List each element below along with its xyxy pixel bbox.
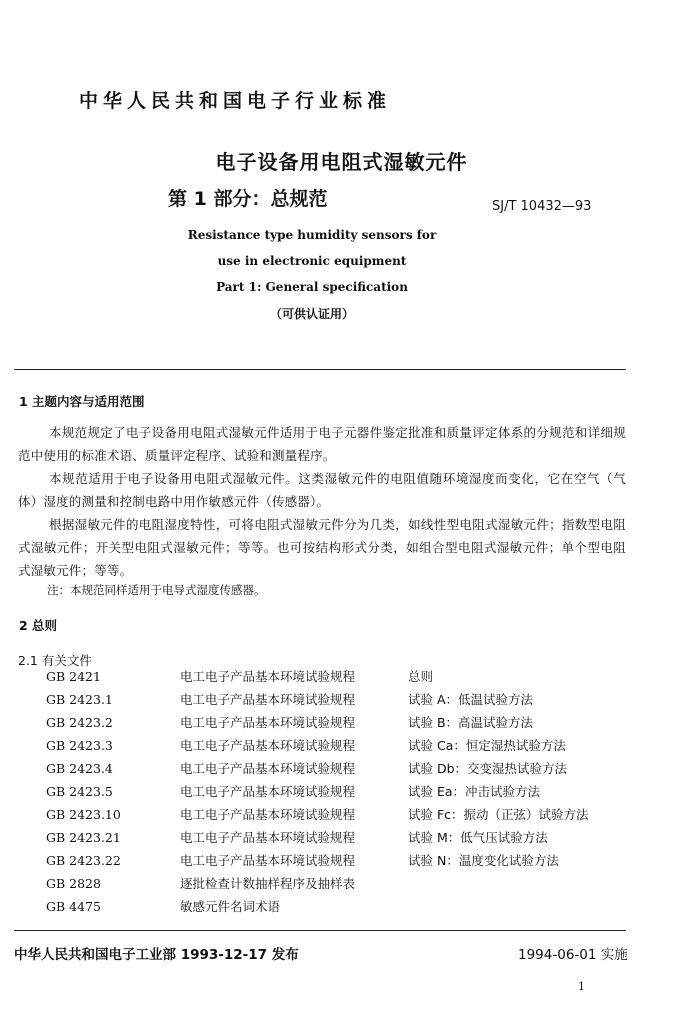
footer-divider bbox=[14, 930, 626, 931]
list-item bbox=[46, 780, 638, 803]
reference-code: GB 2423.1 bbox=[46, 692, 113, 707]
reference-title: 电工电子产品基本环境试验规程 bbox=[180, 807, 356, 822]
section-1-note: 注：本规范同样适用于电导式湿度传感器。 bbox=[47, 583, 266, 597]
section-2-1-heading: 2.1 有关文件 bbox=[18, 653, 92, 668]
list-item bbox=[46, 757, 638, 780]
reference-code: GB 2423.3 bbox=[46, 738, 113, 753]
page-number: 1 bbox=[578, 980, 585, 993]
reference-part: 试验 Db：交变湿热试验方法 bbox=[408, 761, 568, 776]
list-item bbox=[46, 711, 638, 734]
reference-title: 电工电子产品基本环境试验规程 bbox=[180, 738, 356, 753]
reference-documents-list bbox=[46, 665, 638, 918]
reference-title: 电工电子产品基本环境试验规程 bbox=[180, 692, 356, 707]
list-item bbox=[46, 849, 638, 872]
reference-part bbox=[408, 872, 638, 895]
reference-part: 总则 bbox=[408, 669, 434, 684]
issuer-and-release-date: 中华人民共和国电子工业部 1993-12-17 发布 bbox=[14, 947, 299, 963]
reference-part: 试验 Ea：冲击试验方法 bbox=[408, 784, 541, 799]
reference-code: GB 2423.5 bbox=[46, 784, 113, 799]
reference-title: 电工电子产品基本环境试验规程 bbox=[180, 784, 356, 799]
title-en-line-3: Part 1: General specification bbox=[216, 280, 408, 294]
reference-title: 敏感元件名词术语 bbox=[180, 899, 281, 914]
list-item bbox=[46, 803, 638, 826]
reference-code: GB 4475 bbox=[46, 899, 101, 914]
list-item bbox=[46, 872, 638, 895]
reference-code: GB 2423.10 bbox=[46, 807, 121, 822]
reference-code: GB 2423.2 bbox=[46, 715, 113, 730]
reference-title: 电工电子产品基本环境试验规程 bbox=[180, 669, 356, 684]
effective-date: 1994-06-01 实施 bbox=[518, 947, 628, 963]
list-item bbox=[46, 826, 638, 849]
standard-category-header: 中华人民共和国电子行业标准 bbox=[79, 90, 392, 112]
title-en-line-4: （可供认证用） bbox=[269, 307, 354, 321]
reference-title: 电工电子产品基本环境试验规程 bbox=[180, 761, 356, 776]
list-item bbox=[46, 734, 638, 757]
reference-code: GB 2423.4 bbox=[46, 761, 113, 776]
reference-part: 试验 N：温度变化试验方法 bbox=[408, 853, 559, 868]
section-1-paragraph-2: 本规范适用于电子设备用电阻式湿敏元件。这类湿敏元件的电阻值随环境湿度而变化，它在空气（气体）湿度的测量和控制电路中用作敏感元件（传感器）。 bbox=[18, 471, 626, 509]
reference-title: 电工电子产品基本环境试验规程 bbox=[180, 830, 356, 845]
reference-code: GB 2423.22 bbox=[46, 853, 121, 868]
title-en-line-1: Resistance type humidity sensors for bbox=[187, 228, 437, 242]
reference-code: GB 2828 bbox=[46, 876, 101, 891]
standard-number: SJ/T 10432—93 bbox=[492, 199, 592, 214]
reference-part: 试验 Fc：振动（正弦）试验方法 bbox=[408, 807, 589, 822]
section-2-heading: 2 总则 bbox=[19, 618, 58, 633]
document-title-cn: 电子设备用电阻式湿敏元件 bbox=[215, 150, 468, 174]
section-1-paragraph-1: 本规范规定了电子设备用电阻式湿敏元件适用于电子元器件鉴定批准和质量评定体系的分规范和详细规范中使用的标准术语、质量评定程序、试验和测量程序。 bbox=[18, 425, 626, 463]
reference-title: 逐批检查计数抽样程序及抽样表 bbox=[180, 876, 356, 891]
header-divider bbox=[14, 369, 626, 370]
section-1-heading: 1 主题内容与适用范围 bbox=[19, 394, 145, 409]
reference-part bbox=[408, 895, 638, 918]
reference-code: GB 2421 bbox=[46, 669, 101, 684]
list-item bbox=[46, 688, 638, 711]
reference-code: GB 2423.21 bbox=[46, 830, 121, 845]
reference-title: 电工电子产品基本环境试验规程 bbox=[180, 715, 356, 730]
title-en-line-2: use in electronic equipment bbox=[217, 254, 407, 268]
reference-part: 试验 B：高温试验方法 bbox=[408, 715, 534, 730]
reference-part: 试验 A：低温试验方法 bbox=[408, 692, 534, 707]
reference-part: 试验 M：低气压试验方法 bbox=[408, 830, 548, 845]
list-item bbox=[46, 665, 638, 688]
list-item bbox=[46, 895, 638, 918]
reference-part: 试验 Ca：恒定湿热试验方法 bbox=[408, 738, 566, 753]
reference-title: 电工电子产品基本环境试验规程 bbox=[180, 853, 356, 868]
document-subtitle-cn: 第 1 部分：总规范 bbox=[168, 188, 328, 210]
section-1-paragraph-3: 根据湿敏元件的电阻湿度特性，可将电阻式湿敏元件分为几类，如线性型电阻式湿敏元件；指数型电阻式湿敏元件；开关型电阻式湿敏元件；等等。也可按结构形式分类，如组合型电阻式湿敏元件；单个型电阻式湿敏元件；等等。 bbox=[18, 517, 626, 578]
